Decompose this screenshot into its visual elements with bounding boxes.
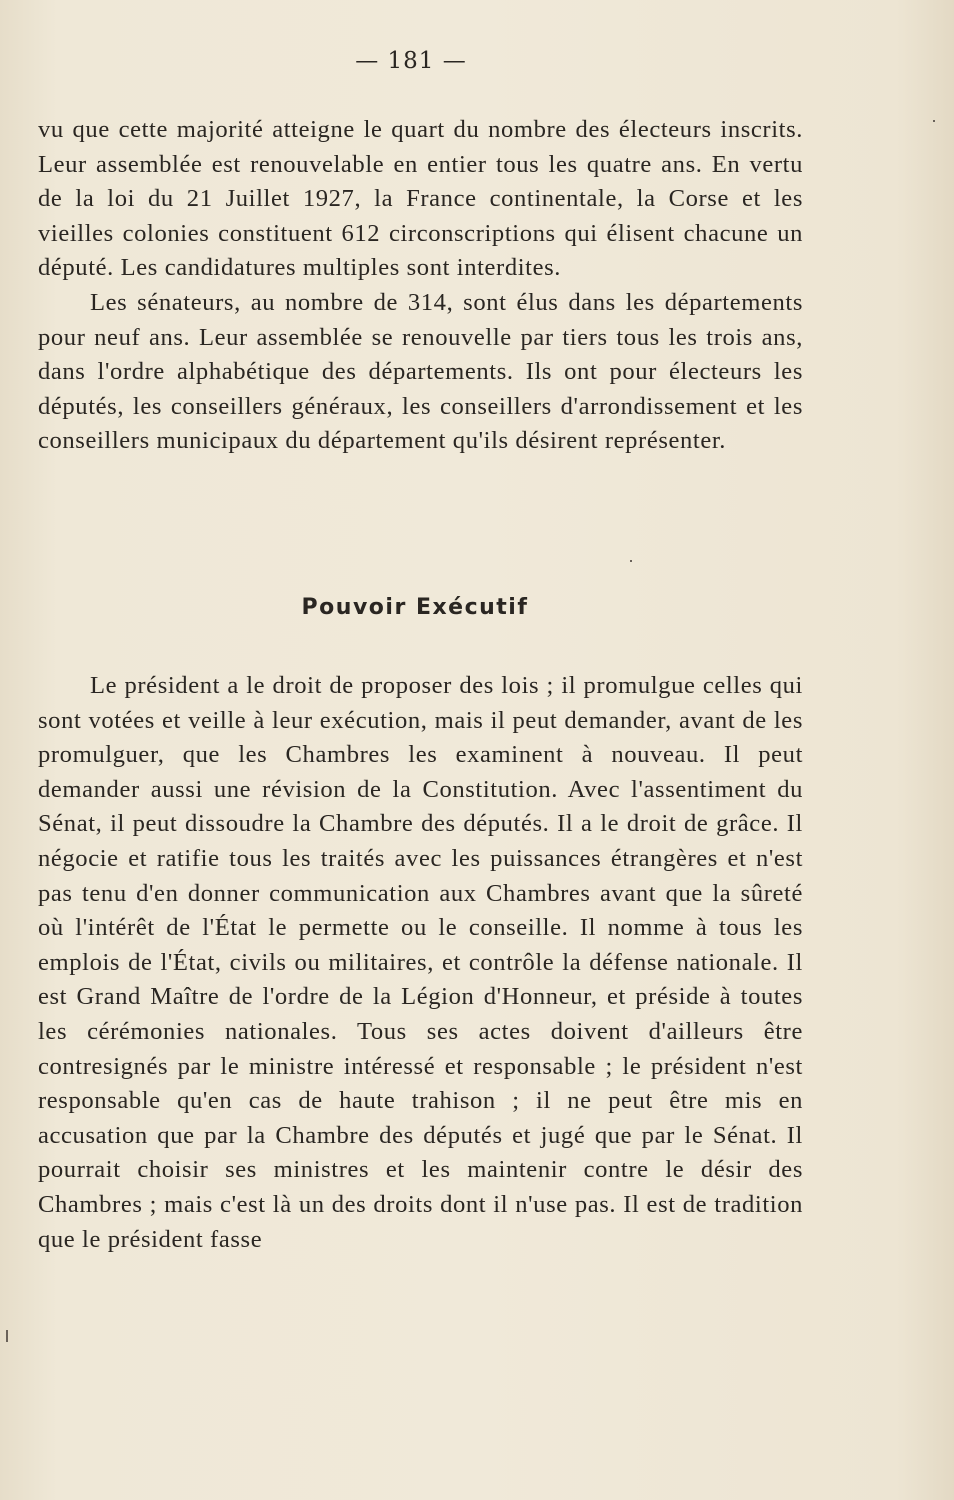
text-block-lower bbox=[38, 669, 803, 1257]
section-heading: Pouvoir Exécutif bbox=[301, 595, 529, 620]
page-number: — 181 — bbox=[355, 48, 467, 74]
paragraph-president: Le président a le droit de proposer des lois ; il promulgue celles qui sont votées et veille à leur exécution, mais il peut demander, avant de les promulguer, que les Chambres les examinent à nouveau. Il peut demander aussi une révision de la Constitution. Avec l'assentiment du Sénat, il peut dissoudre la Chambre des députés. Il a le droit de grâce. Il négocie et ratifie tous les traités avec les puissances étrangères et n'est pas tenu d'en donner communication aux Chambres avant que la sûreté où l'intérêt de l'État le permette ou le conseille. Il nomme à tous les emplois de l'État, civils ou militaires, et contrôle la défense nationale. Il est Grand Maître de l'ordre de la Légion d'Honneur, et préside à toutes les cérémonies nationales. Tous ses actes doivent d'ailleurs être contresignés par le ministre intéressé et responsable ; le président n'est responsable qu'en cas de haute trahison ; il ne peut être mis en accusation que par la Chambre des députés et jugé que par le Sénat. Il pourrait choisir ses ministres et les maintenir contre le désir des Chambres ; mais c'est là un des droits dont il n'use pas. Il est de tradition que le président fasse bbox=[38, 672, 803, 1253]
paragraph-continuation: vu que cette majorité atteigne le quart du nombre des électeurs inscrits. Leur assemblée est renouvelable en entier tous les quatre ans. En vertu de la loi du 21 Juillet 1927, la France continentale, la Corse et les vieilles colonies constituent 612 circonscriptions qui élisent chacune un député. Les candidatures multiples sont interdites. bbox=[38, 116, 803, 282]
margin-speck-icon bbox=[933, 120, 935, 122]
text-block-upper bbox=[38, 113, 803, 459]
paragraph-senators: Les sénateurs, au nombre de 314, sont élus dans les départements pour neuf ans. Leur assemblée se renouvelle par tiers tous les trois ans, dans l'ordre alphabétique des départements. Ils ont pour électeurs les députés, les conseillers généraux, les conseillers d'arrondissement et les conseillers municipaux du département qu'ils désirent représenter. bbox=[38, 288, 803, 455]
margin-speck-icon bbox=[6, 1330, 8, 1342]
margin-speck-icon bbox=[630, 560, 632, 562]
